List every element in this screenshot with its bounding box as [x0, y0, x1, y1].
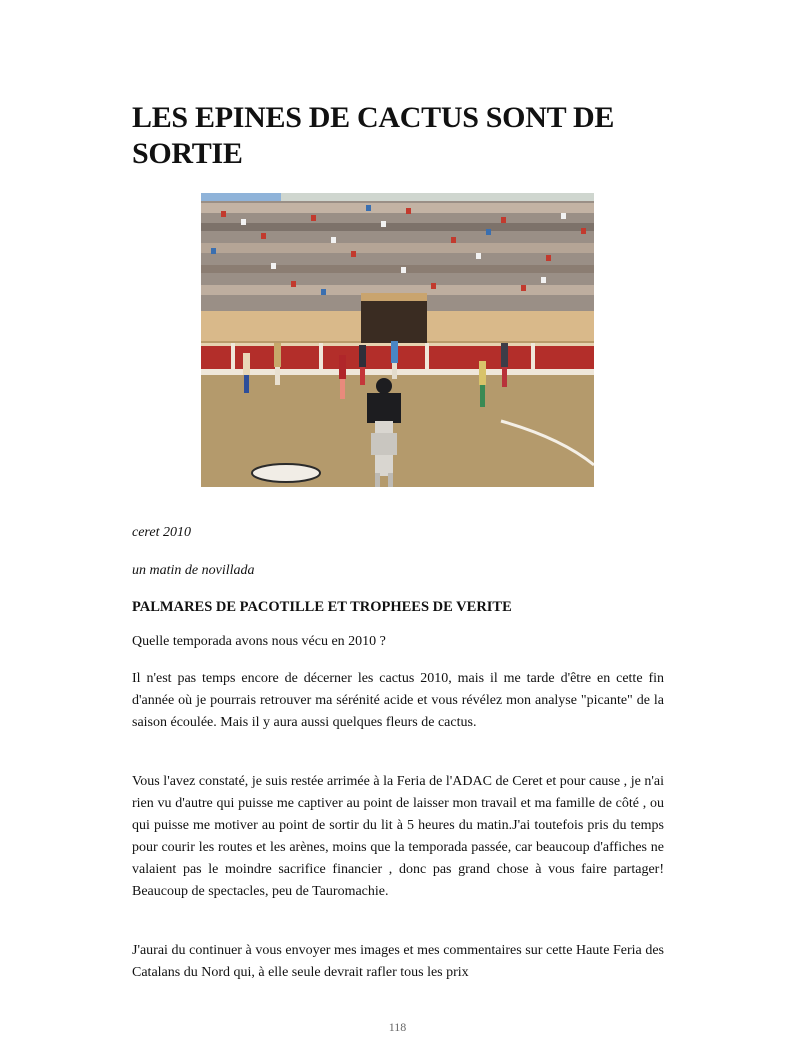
page-title: LES EPINES DE CACTUS SONT DE SORTIE — [132, 101, 615, 170]
caption-place-year: ceret 2010 — [132, 525, 191, 540]
paragraph-3: Vous l'avez constaté, je suis restée arrimée à la Feria de l'ADAC de Ceret et pour cause , je n'ai rien vu d'autre qui puisse me captiver au point de laisser mon travail et ma famille de côté , ou qui puisse me motiver au point de sortir du lit à 5 heures du matin.J'ai toutefois pris du temps pour courir les routes et les arènes, moins que la temporada passée, car beaucoup d'affiches ne valaient pas le moindre sacrifice financier , donc pas grand chose à vous faire partager! Beaucoup de spectacles, peu de Tauromachie. — [132, 774, 664, 899]
paragraph-2: Il n'est pas temps encore de décerner les cactus 2010, mais il me tarde d'être en cette fin d'année où je pourrais retrouver ma sérénité acide et vous révélez mon analyse "picante" de la saison écoulée. Mais il y aura aussi quelques fleurs de cactus. — [132, 671, 664, 730]
bullring-photo — [201, 193, 594, 487]
caption-subtitle: un matin de novillada — [132, 563, 255, 578]
paragraph-1: Quelle temporada avons nous vécu en 2010 ? — [132, 634, 386, 649]
page-number: 118 — [388, 1020, 407, 1034]
bullring-photo-icon — [201, 193, 594, 487]
paragraph-4: J'aurai du continuer à vous envoyer mes images et mes commentaires sur cette Haute Feria des Catalans du Nord qui, à elle seule devrait rafler tous les prix — [132, 943, 664, 980]
section-heading: PALMARES DE PACOTILLE ET TROPHEES DE VERITE — [132, 599, 512, 615]
